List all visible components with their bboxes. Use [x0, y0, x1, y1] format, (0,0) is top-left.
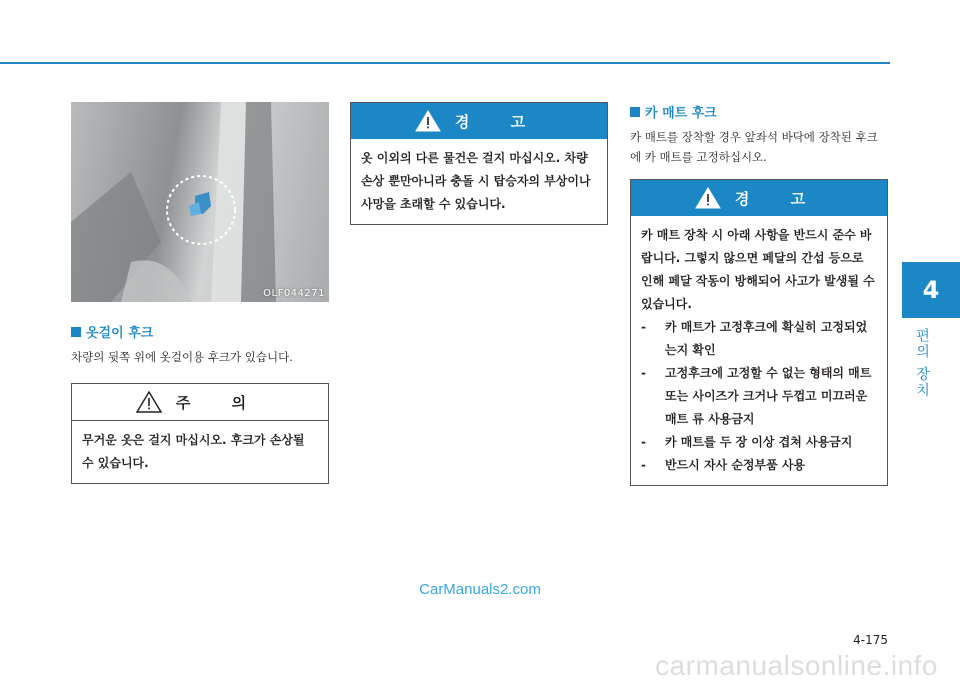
caution-heading: 주 의 [175, 393, 265, 412]
carmanuals-watermark[interactable]: CarManuals2.com [419, 581, 541, 598]
list-item: - 카 매트를 두 장 이상 겹쳐 사용금지 [641, 435, 853, 449]
chapter-number: 4 [922, 276, 940, 304]
car-mat-warning-heading: 경 고 [734, 189, 824, 208]
car-mat-warning-list [641, 316, 877, 477]
list-item: - 반드시 자사 순정부품 사용 [641, 458, 806, 472]
coat-hook-photo [71, 102, 329, 302]
top-rule [0, 62, 890, 64]
list-item: - 고정후크에 고정할 수 없는 형태의 매트 또는 사이즈가 크거나 두껍고 미끄러운 매트 류 사용금지 [641, 366, 872, 426]
coat-hook-title: 옷걸이 후크 [86, 326, 154, 341]
chapter-tab[interactable] [902, 262, 960, 318]
coat-hook-warning-body [351, 139, 607, 224]
column-right [630, 102, 888, 486]
caution-text: 무거운 옷은 걸지 마십시오. 후크가 손상될 수 있습니다. [82, 433, 305, 470]
column-left [71, 102, 329, 484]
car-mat-warning-text: 카 매트 장착 시 아래 사항을 반드시 준수 바랍니다. 그렇지 않으면 페달의 간섭 등으로 인해 페달 작동이 방해되어 사고가 발생될 수 있습니다. [641, 228, 875, 311]
caution-body [72, 421, 328, 483]
car-mat-description: 카 매트를 장착할 경우 앞좌석 바닥에 장착된 후크에 카 매트를 고정하십시오. [630, 130, 878, 164]
car-mat-heading [630, 102, 888, 121]
coat-hook-warning-text: 옷 이외의 다른 물건은 걸지 마십시오. 차량 손상 뿐만아니라 충돌 시 탑승자의 부상이나 사망을 초래할 수 있습니다. [361, 151, 591, 211]
coat-hook-warning-box [350, 102, 608, 225]
coat-hook-warning-header [351, 103, 607, 139]
coat-hook-warning-heading: 경 고 [454, 112, 544, 131]
list-item: - 카 매트가 고정후크에 확실히 고정되었는지 확인 [641, 320, 868, 357]
column-middle [350, 102, 608, 225]
coat-hook-illustration [71, 102, 329, 302]
warning-triangle-icon [695, 187, 721, 209]
section-square-icon [630, 107, 640, 117]
caution-header [72, 384, 328, 421]
site-watermark: carmanualsonline.info [655, 650, 938, 681]
car-mat-title: 카 매트 후크 [645, 106, 717, 121]
photo-code: OLF044271 [263, 288, 325, 299]
warning-triangle-icon [415, 110, 441, 132]
page-number: 4-175 [853, 633, 888, 647]
car-mat-warning-body [631, 216, 887, 485]
car-mat-warning-box [630, 179, 888, 486]
caution-box [71, 383, 329, 484]
coat-hook-description: 차량의 뒷쪽 위에 옷걸이용 후크가 있습니다. [71, 350, 293, 364]
coat-hook-heading [71, 322, 329, 341]
car-mat-warning-header [631, 180, 887, 216]
section-square-icon [71, 327, 81, 337]
chapter-label: 편의 장치 [914, 328, 930, 399]
warning-triangle-icon [136, 391, 162, 413]
